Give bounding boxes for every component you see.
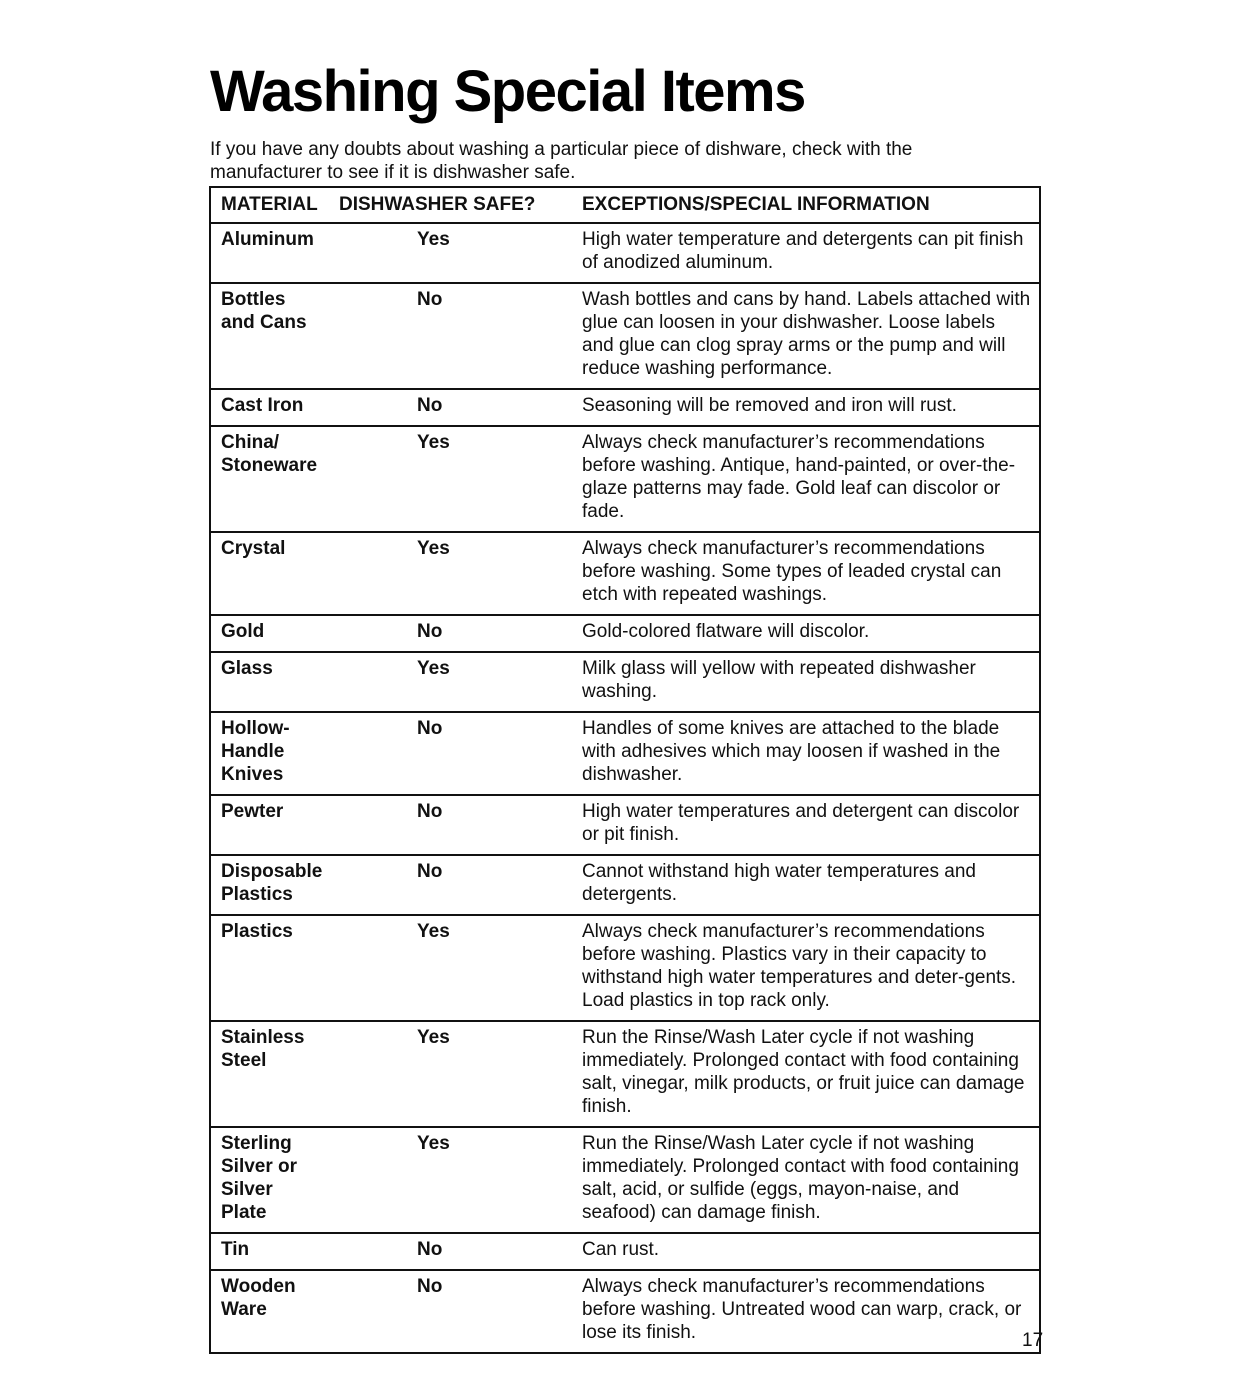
special-information-cell: Gold-colored flatware will discolor. [560, 615, 1040, 652]
dishwasher-safe-cell: Yes [325, 915, 560, 1021]
table-row [210, 1021, 1040, 1127]
material-cell: Tin [210, 1233, 325, 1270]
header-dishwasher-safe: DISHWASHER SAFE? [325, 187, 560, 223]
material-cell: Wooden Ware [210, 1270, 325, 1353]
table-header-row [210, 187, 1040, 223]
material-cell: Bottles and Cans [210, 283, 325, 389]
table-row [210, 855, 1040, 915]
special-information-cell: Always check manufacturer’s recommendations before washing. Plastics vary in their capacity to withstand high water temperatures and deter-gents. Load plastics in top rack only. [560, 915, 1040, 1021]
intro-paragraph: If you have any doubts about washing a particular piece of dishware, check with the manufacturer to see if it is dishwasher safe. [210, 139, 913, 183]
special-information-cell: Can rust. [560, 1233, 1040, 1270]
dishwasher-safe-cell: Yes [325, 532, 560, 615]
material-cell: Sterling Silver or Silver Plate [210, 1127, 325, 1233]
table-row [210, 389, 1040, 426]
special-information-cell: Milk glass will yellow with repeated dishwasher washing. [560, 652, 1040, 712]
material-cell: Glass [210, 652, 325, 712]
dishwasher-safe-cell: No [325, 283, 560, 389]
table-row [210, 283, 1040, 389]
header-material: MATERIAL [210, 187, 325, 223]
dishwasher-safe-cell: No [325, 795, 560, 855]
dishwasher-safe-cell: No [325, 1270, 560, 1353]
table-body [210, 187, 1040, 1353]
material-cell: Hollow- Handle Knives [210, 712, 325, 795]
special-information-cell: Run the Rinse/Wash Later cycle if not washing immediately. Prolonged contact with food containing salt, acid, or sulfide (eggs, mayon-naise, and seafood) can damage finish. [560, 1127, 1040, 1233]
table-row [210, 1233, 1040, 1270]
special-information-cell: Always check manufacturer’s recommendations before washing. Antique, hand-painted, or over-the-glaze patterns may fade. Gold leaf can discolor or fade. [560, 426, 1040, 532]
dishwasher-safe-cell: No [325, 389, 560, 426]
table-row [210, 223, 1040, 283]
dishwasher-safe-cell: Yes [325, 1021, 560, 1127]
dishwasher-safe-cell: No [325, 855, 560, 915]
special-information-cell: Handles of some knives are attached to the blade with adhesives which may loosen if washed in the dishwasher. [560, 712, 1040, 795]
page-title: Washing Special Items [210, 59, 805, 124]
dishware-table [209, 186, 1044, 1354]
dishwasher-safe-cell: Yes [325, 223, 560, 283]
table-row [210, 915, 1040, 1021]
table-row [210, 532, 1040, 615]
special-information-cell: Cannot withstand high water temperatures and detergents. [560, 855, 1040, 915]
special-information-cell: High water temperature and detergents can pit finish of anodized aluminum. [560, 223, 1040, 283]
material-cell: Disposable Plastics [210, 855, 325, 915]
material-cell: Cast Iron [210, 389, 325, 426]
special-information-cell: Seasoning will be removed and iron will rust. [560, 389, 1040, 426]
table-row [210, 795, 1040, 855]
table-row [210, 712, 1040, 795]
dishwasher-safe-cell: Yes [325, 652, 560, 712]
header-special-information: EXCEPTIONS/SPECIAL INFORMATION [560, 187, 1040, 223]
table-row [210, 1127, 1040, 1233]
table-row [210, 426, 1040, 532]
special-information-cell: Always check manufacturer’s recommendations before washing. Untreated wood can warp, crack, or lose its finish. [560, 1270, 1040, 1353]
material-cell: Crystal [210, 532, 325, 615]
special-information-cell: Wash bottles and cans by hand. Labels attached with glue can loosen in your dishwasher. Loose labels and glue can clog spray arms or the pump and will reduce washing performance. [560, 283, 1040, 389]
special-information-cell: Always check manufacturer’s recommendations before washing. Some types of leaded crystal can etch with repeated washings. [560, 532, 1040, 615]
dishwasher-safe-cell: No [325, 712, 560, 795]
dishwasher-safe-cell: No [325, 1233, 560, 1270]
dishwasher-safe-cell: Yes [325, 1127, 560, 1233]
table-row [210, 652, 1040, 712]
page-number: 17 [1022, 1330, 1044, 1351]
material-cell: Gold [210, 615, 325, 652]
table-row [210, 1270, 1040, 1353]
material-cell: China/ Stoneware [210, 426, 325, 532]
dishwasher-safe-cell: No [325, 615, 560, 652]
material-cell: Plastics [210, 915, 325, 1021]
special-information-cell: Run the Rinse/Wash Later cycle if not washing immediately. Prolonged contact with food containing salt, vinegar, milk products, or fruit juice can damage finish. [560, 1021, 1040, 1127]
material-cell: Stainless Steel [210, 1021, 325, 1127]
material-cell: Pewter [210, 795, 325, 855]
material-cell: Aluminum [210, 223, 325, 283]
dishwasher-safe-cell: Yes [325, 426, 560, 532]
table-row [210, 615, 1040, 652]
special-information-cell: High water temperatures and detergent can discolor or pit finish. [560, 795, 1040, 855]
